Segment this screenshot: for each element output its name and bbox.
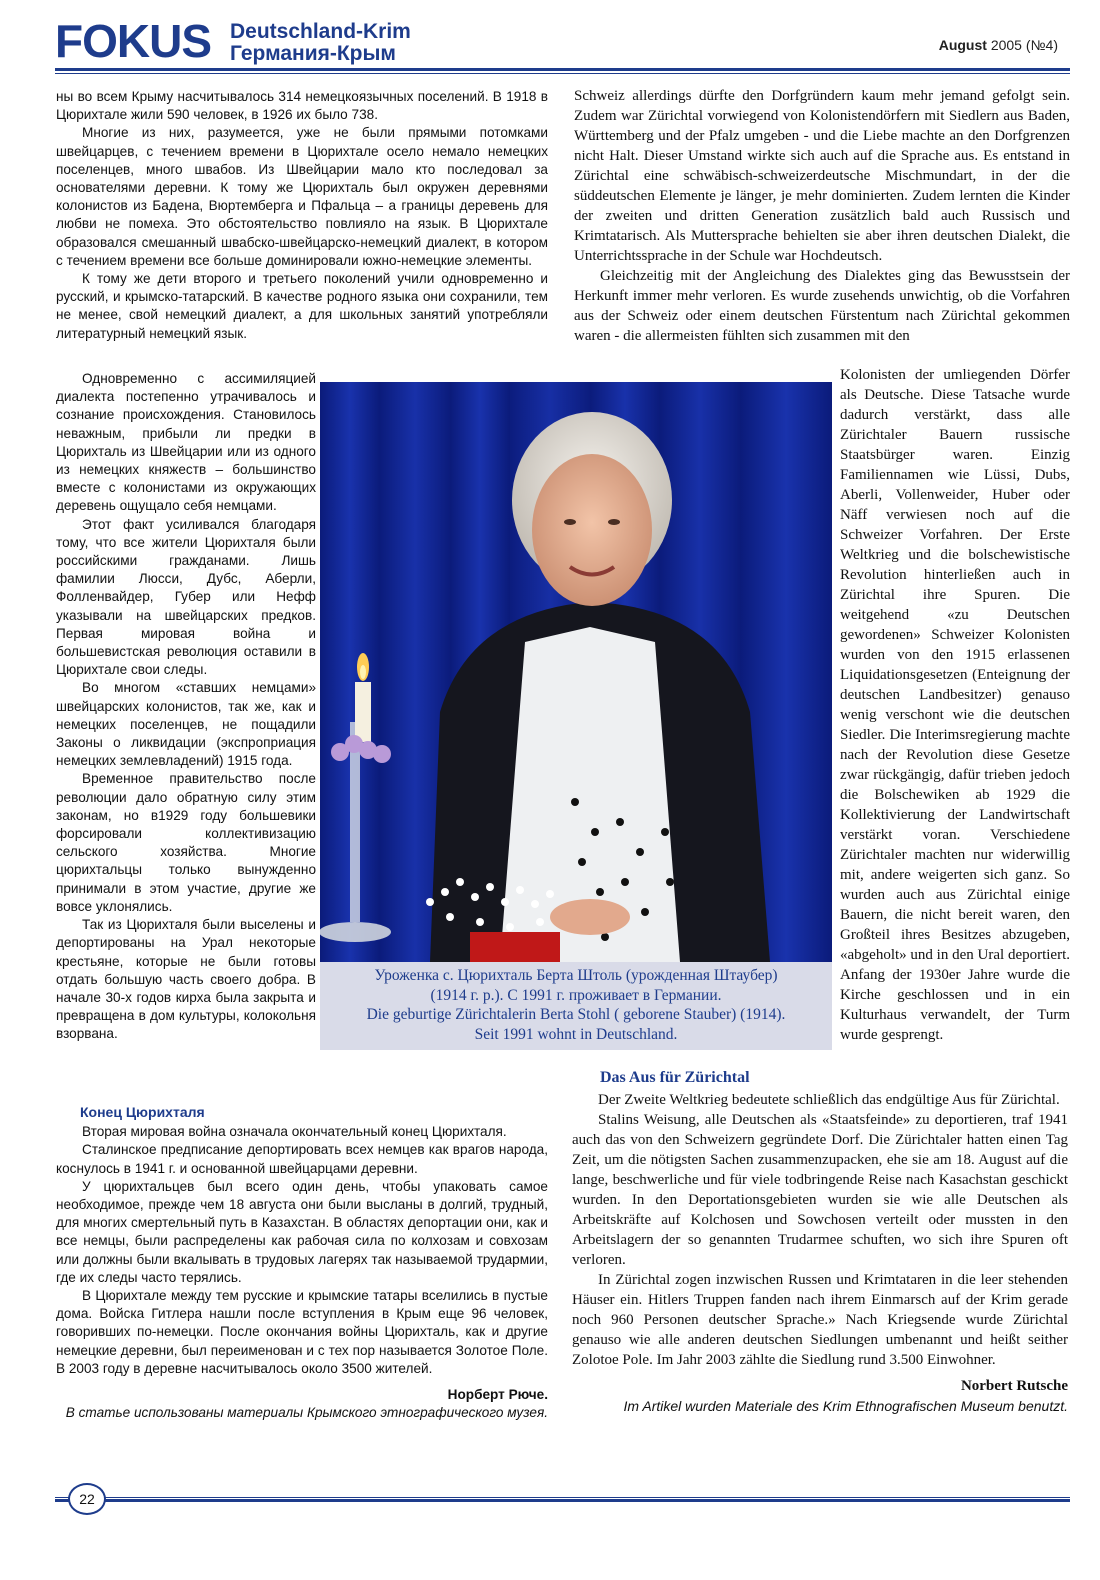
subtitle-ru: Германия-Крым — [230, 42, 396, 65]
paragraph: Сталинское предписание депортировать всех немцев как врагов народа, коснулось в 1941 г. и основанной швейцарцами деревни. — [56, 1142, 548, 1176]
portrait-photo — [320, 382, 832, 962]
paragraph: ны во всем Крыму насчитывалось 314 немецкоязычных поселений. В 1918 в Цюрихтале жили 590 человек, в 1926 их было 738. — [56, 89, 548, 123]
paragraph: Kolonisten der umliegenden Dörfer als Deutsche. Diese Tatsache wurde dadurch verstärkt, dass alle Zürichtaler Bauern russische Staatsbürger waren. Einzig Familiennamen wie Lüssi, Dubs, Aberli, Vollenweider, Huber oder Näff verwiesen noch auf die Schweizer Vorfahren. Der Erste Weltkrieg und die bolschewistische Revolution hinterließen auch in Zürichtal ihre Spuren. Die weitgehend «zu Deutschen gewordenen» Schweizer Kolonisten wurden von den 1915 erlassenen Liquidationsgesetzen (Enteignung der deutschen Landbesitzer) genauso wenig verschont wie die deutschen Siedler. Die Interimsregierung machte nach der Revolution diese Gesetze zwar rückgängig, dafür trieben jedoch die Bolschewiken ab 1929 die Kollektivierung der Landwirtschaft verstärkt voran. Verschiedene Zürichtaler machten nur widerwillig mit, andere weigerten sich ganz. So wurden auch aus Zürichtal einige Bauern, die nicht bereit waren, den Großteil ihres Besitzes abzugeben, «abgeholt» und in den Ural deportiert. Anfang der 1930er Jahre wurde die Kirche geschlossen und in ein Kulturhaus verwandelt, der Turm wurde gesprengt. — [840, 367, 1070, 1043]
magazine-subtitle — [230, 21, 411, 65]
paragraph: In Zürichtal zogen inzwischen Russen und Krimtataren in die leer stehenden Häuser ein. Hitlers Truppen fanden nach ihrem Einmarsch auf der Krim gerade noch 960 Personen deutscher Sprache.» Nach Kriegsende wurde Zürichtal genauso wie alle anderen deutschen Siedlungen umbenannt und heißt seither Zolotoe Pole. Im Jahr 2003 zählte die Siedlung rund 3.500 Einwohner. — [572, 1272, 1068, 1368]
photo-caption — [320, 962, 832, 1050]
de-section-heading: Das Aus für Zürichtal — [600, 1069, 750, 1086]
ru-section-heading: Конец Цюрихталя — [80, 1104, 205, 1120]
paragraph: У цюрихтальцев был всего один день, чтобы упаковать самое необходимое, прежде чем 18 августа они были высланы в долгий, трудный, для многих смертельный путь в Казахстан. В областях депортации они, как и все немцы, были распределены как рабочая сила по колхозам и совхозам или должны были вкалывать в трудовых лагерях так называемой трудармии, где их следы часто терялись. — [56, 1178, 548, 1285]
caption-de-line: Die geburtige Zürichtalerin Berta Stohl ( geborene Stauber) (1914). — [366, 1006, 786, 1023]
ru-source-credit: В статье использованы материалы Крымского этнографического музея. — [65, 1405, 548, 1421]
paragraph: Многие из них, разумеется, уже не были прямыми потомками швейцарцев, с течением времени в Цюрихтале осело немало немецких поселенцев, много швабов. Из Швейцарии мало кто последовал за основателями деревни. К тому же Цюрихталь был окружен деревнями колонистов из Бадена, Вюртемберга и Пфальца – а границы деревень для любви не помеха. Это обстоятельство повлияло на язык. В Цюрихтале образовался смешанный швабско-швейцарско-немецкий диалект, в котором с течением времени все больше доминировали южно-немецкие элементы. — [56, 125, 548, 268]
paragraph: Gleichzeitig mit der Angleichung des Dialektes ging das Bewusstsein der Herkunft immer mehr verloren. Es wurde zusehends unwichtig, ob die Vorfahren aus der Schweiz oder einem deutschen Fürstentum nach Zürichtal gekommen waren - die allermeisten fühlten sich zusammen mit den — [574, 268, 1070, 344]
footer-rule — [55, 1497, 1070, 1502]
de-author-signature: Norbert Rutsche — [960, 1378, 1068, 1394]
paragraph: Schweiz allerdings dürfte den Dorfgründern kaum mehr jemand gefolgt sein. Zudem war Zürichtal vorwiegend von Kolonistendörfern mit Siedlern aus Baden, Württemberg und der Pfalz umgeben - und die Liebe machte an den Dorfgrenzen nicht Halt. Dieser Umstand wirkte sich auch auf die Sprache aus. Es entstand in Zürichtal eine schwäbisch-schweizerdeutsche Mischmundart, in der die süddeutschen Elemente je länger, je mehr dominierten. Zudem lernten die Kinder der zweiten und dritten Generation zusätzlich bald auch Russisch und Krimtatarisch. Als Muttersprache behielten sie aber ihren deutschen Dialekt, die Unterrichtssprache in der Schule war Hochdeutsch. — [574, 88, 1070, 264]
portrait-illustration — [320, 382, 832, 962]
paragraph: Stalins Weisung, alle Deutschen als «Staatsfeinde» zu deportieren, traf 1941 auch das von den Schweizern gegründete Dorf. Die Zürichtaler hatten einen Tag Zeit, um die nötigsten Sachen zusammenzupacken, ehe sie am 18. August auf die lange, beschwerliche und für viele todbringende Reise nach Kasachstan geschickt wurden. In den Deportationsgebieten wurden sie wie alle Deutschen als Arbeitskräfte auf Kolchosen und Sowchosen verteilt oder mussten in den Arbeitslagern der so genannten Trudarmee schuften, wo sich ihre Spuren oft verloren. — [572, 1112, 1068, 1268]
paragraph: Временное правительство после революции дало обратную силу этим законам, но в1929 году большевики форсировали коллективизацию сельского хозяйства. Многие цюрихтальцы только вынужденно принимали в этом участие, другие же вовсе уклонялись. — [56, 771, 316, 914]
magazine-logo: FOKUS — [55, 15, 211, 67]
ru-text-left — [56, 370, 316, 1044]
paragraph: Во многом «ставших немцами» швейцарских колонистов, так же, как и немецких поселенцев, не пощадили Законы о ликвидации (экспроприация немецких землевладений) 1915 года. — [56, 680, 316, 769]
caption-de-line: Seit 1991 wohnt in Deutschland. — [474, 1025, 678, 1043]
issue-date — [939, 37, 1058, 53]
issue-year-number: 2005 (№4) — [986, 37, 1058, 53]
ru-text-top — [56, 88, 548, 343]
paragraph: В Цюрихтале между тем русские и крымские татары вселились в пустые дома. Войска Гитлера нашли после вступления в Крым еще 96 человек, говоривших по-немецки. После окончания войны Цюрихталь, как и другие немецкие деревни, был переименован и с тех пор называется Золотое Поле. В 2003 году в деревне насчитывалось около 3500 жителей. — [56, 1288, 548, 1376]
ru-author-signature: Норберт Рюче. — [447, 1387, 548, 1403]
paragraph: Одновременно с ассимиляцией диалекта постепенно утрачивалось и сознание происхождения. Становилось неважным, прибыли ли предки в Цюрихталь из Швейцарии или из одного из немецких княжеств – большинство вместе с колонистами из окружающих деревень ощущало себя немцами. — [56, 371, 316, 514]
paragraph: Так из Цюрихталя были выселены и депортированы на Урал некоторые крестьяне, которые не были готовы отдать большую часть своего добра. В начале 30-х годов кирха была закрыта и превращена в дом культуры, колокольня взорвана. — [56, 917, 316, 1042]
subtitle-de: Deutschland-Krim — [230, 20, 411, 43]
page-number: 22 — [68, 1483, 106, 1515]
issue-month: August — [938, 37, 987, 53]
de-text-bottom — [572, 1068, 1068, 1416]
paragraph: Вторая мировая война означала окончательный конец Цюрихталя. — [82, 1124, 507, 1140]
masthead — [55, 15, 1070, 68]
ru-text-bottom — [56, 1103, 548, 1422]
de-text-right — [840, 365, 1070, 1045]
paragraph: К тому же дети второго и третьего поколений учили одновременно и русский, и крымско-татарский. В качестве родного языка они сохранили, тем не менее, свой немецкий диалект, а для школьных занятий употребляли литературный немецкий язык. — [56, 271, 548, 341]
de-text-top — [574, 86, 1070, 346]
de-source-credit: Im Artikel wurden Materiale des Krim Ethnografischen Museum benutzt. — [623, 1398, 1068, 1414]
caption-ru-line: Уроженка с. Цюрихталь Берта Штоль (урожденная Штаубер) — [374, 967, 778, 984]
header-rule — [55, 68, 1070, 74]
paragraph: Der Zweite Weltkrieg bedeutete schließlich das endgültige Aus für Zürichtal. — [598, 1092, 1060, 1108]
caption-ru-line: (1914 г. р.). С 1991 г. проживает в Германии. — [430, 986, 722, 1004]
paragraph: Этот факт усиливался благодаря тому, что все жители Цюрихталя были российскими гражданами. Лишь фамилии Люсси, Дубс, Аберли, Фолленвайдер, Губер или Нефф указывали на швейцарских предков. Первая мировая война и большевистская революция оставили в Цюрихтале свои следы. — [56, 516, 316, 678]
